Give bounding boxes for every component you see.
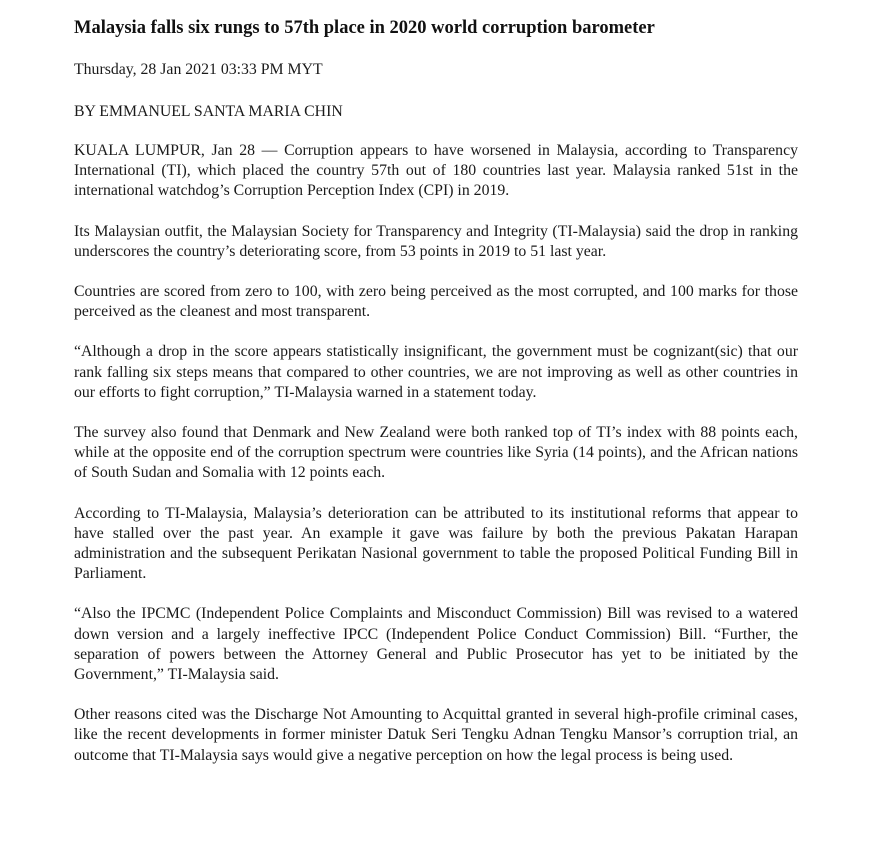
article-paragraph: The survey also found that Denmark and New Zealand were both ranked top of TI’s index with 88 points each, while at the opposite end of the corruption spectrum were countries like Syria (14 points), and the African nations of South Sudan and Somalia with 12 points each.	[74, 424, 798, 482]
article-dateline: Thursday, 28 Jan 2021 03:33 PM MYT	[74, 61, 323, 78]
article-paragraph: Other reasons cited was the Discharge Not Amounting to Acquittal granted in several high-profile criminal cases, like the recent developments in former minister Datuk Seri Tengku Adnan Tengku Mansor’s corruption trial, an outcome that TI-Malaysia says would give a negative perception on how the legal process is being used.	[74, 706, 798, 764]
article-paragraph: Its Malaysian outfit, the Malaysian Society for Transparency and Integrity (TI-Malaysia) said the drop in ranking underscores the country’s deteriorating score, from 53 points in 2019 to 51 last year.	[74, 222, 798, 260]
article-paragraph: Countries are scored from zero to 100, with zero being perceived as the most corrupted, and 100 marks for those perceived as the cleanest and most transparent.	[74, 283, 798, 321]
article-paragraph: “Also the IPCMC (Independent Police Complaints and Misconduct Commission) Bill was revised to a watered down version and a largely ineffective IPCC (Independent Police Conduct Commission) Bill. “Further, the separation of powers between the Attorney General and Public Prosecutor has yet to be initiated by the Government,” TI-Malaysia said.	[74, 605, 798, 684]
article-paragraph: “Although a drop in the score appears statistically insignificant, the government must be cognizant(sic) that our rank falling six steps means that compared to other countries, we are not improving as well as other countries in our efforts to fight corruption,” TI-Malaysia warned in a statement today.	[74, 343, 798, 401]
article	[74, 14, 798, 786]
article-paragraph: According to TI-Malaysia, Malaysia’s deterioration can be attributed to its institutional reforms that appear to have stalled over the past year. An example it gave was failure by both the previous Pakatan Harapan administration and the subsequent Perikatan Nasional government to table the proposed Political Funding Bill in Parliament.	[74, 504, 798, 583]
article-byline: BY EMMANUEL SANTA MARIA CHIN	[74, 103, 343, 120]
article-headline: Malaysia falls six rungs to 57th place in 2020 world corruption barometer	[74, 18, 655, 38]
article-paragraph: KUALA LUMPUR, Jan 28 — Corruption appears to have worsened in Malaysia, according to Transparency International (TI), which placed the country 57th out of 180 countries last year. Malaysia ranked 51st in the international watchdog’s Corruption Perception Index (CPI) in 2019.	[74, 142, 798, 200]
